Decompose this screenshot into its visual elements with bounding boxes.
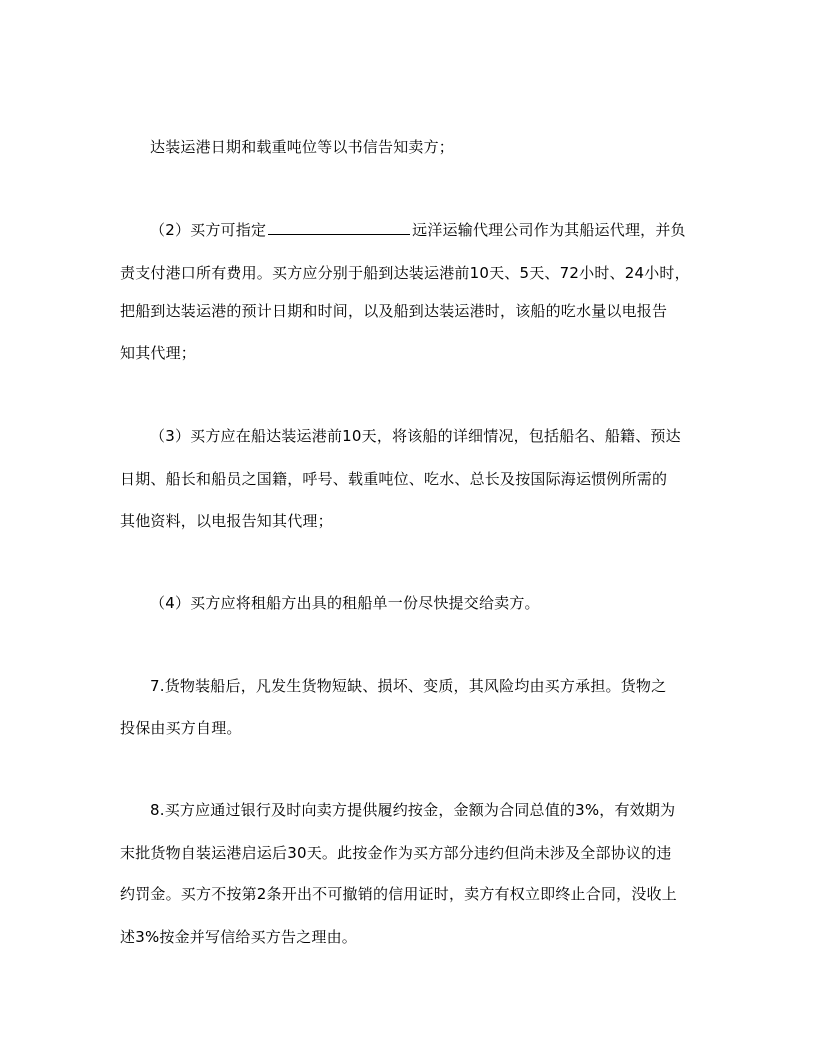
text-line: 达装运港日期和载重吨位等以书信告知卖方； — [150, 138, 455, 156]
text-line: 7.货物装船后，凡发生货物短缺、损坏、变质，其风险均由买方承担。货物之 — [150, 677, 667, 695]
text-line: 其他资料，以电报告知其代理； — [120, 512, 333, 530]
text-line: 末批货物自装运港启运后30天。此按金作为买方部分违约但尚未涉及全部协议的违 — [120, 844, 672, 862]
text-line: 责支付港口所有费用。买方应分别于船到达装运港前10天、5天、72小时、24小时， — [120, 264, 690, 282]
text-line: 约罚金。买方不按第2条开出不可撤销的信用证时，卖方有权立即终止合同，没收上 — [120, 885, 677, 903]
text-line: 日期、船长和船员之国籍，呼号、载重吨位、吃水、总长及按国际海运惯例所需的 — [120, 470, 668, 488]
fill-in-blank[interactable] — [268, 220, 410, 235]
text-line: 8.买方应通过银行及时向卖方提供履约按金，金额为合同总值的3%，有效期为 — [150, 801, 676, 819]
text-line: 述3%按金并写信给买方告之理由。 — [120, 928, 357, 946]
text-line: 知其代理； — [120, 344, 197, 362]
text-line: （3）买方应在船达装运港前10天，将该船的详细情况，包括船名、船籍、预达 — [150, 427, 681, 445]
text-line: （4）买方应将租船方出具的租船单一份尽快提交给卖方。 — [150, 594, 540, 612]
text-line — [150, 220, 700, 240]
clause-2-prefix: （2）买方可指定 — [150, 221, 267, 239]
clause-2-suffix: 远洋运输代理公司作为其船运代理，并负 — [412, 221, 686, 239]
text-line: 把船到达装运港的预计日期和时间，以及船到达装运港时，该船的吃水量以电报告 — [120, 302, 668, 320]
text-line: 投保由买方自理。 — [120, 719, 242, 737]
